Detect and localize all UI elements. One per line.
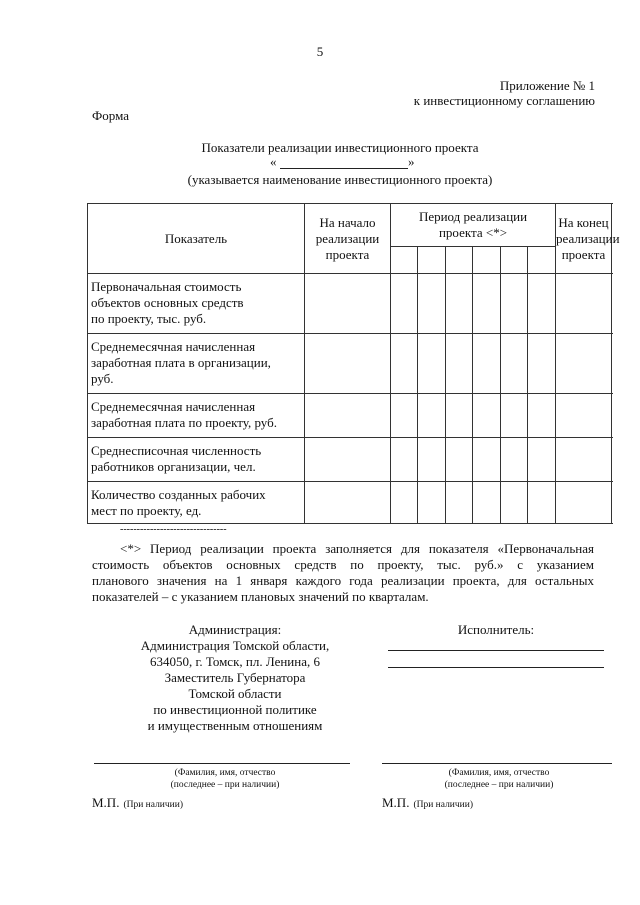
table-cell xyxy=(418,334,446,394)
header-period: Период реализации проекта <*> xyxy=(391,204,556,247)
table-cell xyxy=(418,438,446,482)
period-subcell xyxy=(391,247,418,274)
table-cell xyxy=(418,482,446,524)
header-end: На конец реализации проекта xyxy=(556,204,612,274)
footnote-line-3: планового значения на 1 января каждого года реализации проекта, для остальных xyxy=(92,573,594,588)
table-row xyxy=(88,482,612,524)
quote-open: « xyxy=(270,154,277,169)
table-cell xyxy=(473,438,501,482)
document-subtitle: (указывается наименование инвестиционного проекта) xyxy=(187,172,493,187)
table-cell xyxy=(556,482,612,524)
row-label: Среднесписочная численность работников организации, чел. xyxy=(88,438,305,482)
page-number: 5 xyxy=(316,44,324,59)
table-row xyxy=(88,394,612,438)
table-cell xyxy=(556,274,612,334)
project-name-blank xyxy=(270,154,420,170)
executor-sign-caption-2: (последнее – при наличии) xyxy=(444,780,554,790)
row-label: Количество созданных рабочих мест по проекту, ед. xyxy=(88,482,305,524)
table-cell xyxy=(501,482,528,524)
project-name-underline xyxy=(280,168,408,169)
table-row xyxy=(88,438,612,482)
table-cell xyxy=(528,334,556,394)
header-start: На начало реализации проекта xyxy=(305,204,391,274)
table-cell xyxy=(305,482,391,524)
table-cell xyxy=(528,482,556,524)
table-cell xyxy=(391,438,418,482)
footnote-separator: -------------------------------- xyxy=(120,524,227,535)
row-label: Среднемесячная начисленная заработная плата по проекту, руб. xyxy=(88,394,305,438)
row-label: Первоначальная стоимость объектов основных средств по проекту, тыс. руб. xyxy=(88,274,305,334)
executor-title: Исполнитель: xyxy=(457,622,535,637)
administration-sign-caption-1: (Фамилия, имя, отчество xyxy=(174,768,276,778)
table-cell xyxy=(501,394,528,438)
table-cell xyxy=(305,438,391,482)
administration-block xyxy=(110,622,360,734)
appendix-line-2: к инвестиционному соглашению xyxy=(413,93,595,108)
administration-line: Администрация Томской области, xyxy=(140,638,330,653)
seal-label: М.П. xyxy=(382,795,410,810)
executor-seal xyxy=(382,794,473,812)
administration-sign-caption-2: (последнее – при наличии) xyxy=(170,780,280,790)
seal-label: М.П. xyxy=(92,795,120,810)
table-cell xyxy=(473,274,501,334)
executor-line-2 xyxy=(388,667,604,668)
form-label: Форма xyxy=(92,108,129,123)
table-cell xyxy=(501,438,528,482)
administration-seal xyxy=(92,794,183,812)
period-subcell xyxy=(528,247,556,274)
administration-line: по инвестиционной политике xyxy=(153,702,317,717)
seal-note: (При наличии) xyxy=(413,800,474,810)
table-cell xyxy=(446,334,473,394)
administration-line: и имущественным отношениям xyxy=(147,718,323,733)
table-cell xyxy=(391,274,418,334)
seal-note: (При наличии) xyxy=(123,800,184,810)
table-cell xyxy=(501,334,528,394)
table-cell xyxy=(446,438,473,482)
table-cell xyxy=(473,482,501,524)
table-cell xyxy=(305,334,391,394)
row-label: Среднемесячная начисленная заработная плата в организации, руб. xyxy=(88,334,305,394)
table-cell xyxy=(418,394,446,438)
administration-signature-line xyxy=(94,763,350,764)
administration-line: Заместитель Губернатора xyxy=(164,670,306,685)
executor-signature-line xyxy=(382,763,612,764)
table-cell xyxy=(528,438,556,482)
administration-line: Томской области xyxy=(188,686,282,701)
appendix-line-1: Приложение № 1 xyxy=(499,78,595,93)
footnote-line-1: <*> Период реализации проекта заполняется для показателя «Первоначальная xyxy=(120,541,594,556)
table-cell xyxy=(446,274,473,334)
table-cell xyxy=(391,334,418,394)
executor-line-1 xyxy=(388,650,604,651)
table-cell xyxy=(501,274,528,334)
period-subcell xyxy=(446,247,473,274)
table-cell xyxy=(528,274,556,334)
table-cell xyxy=(446,394,473,438)
document-title: Показатели реализации инвестиционного проекта xyxy=(201,140,479,155)
indicators-table xyxy=(87,203,620,524)
period-subcell xyxy=(501,247,528,274)
table-cell xyxy=(556,394,612,438)
period-subcell xyxy=(473,247,501,274)
table-cell xyxy=(556,438,612,482)
table-cell xyxy=(391,394,418,438)
table-row xyxy=(88,274,612,334)
table-cell xyxy=(446,482,473,524)
table-cell xyxy=(473,334,501,394)
executor-sign-caption-1: (Фамилия, имя, отчество xyxy=(448,768,550,778)
quote-close: » xyxy=(408,154,415,169)
administration-line: 634050, г. Томск, пл. Ленина, 6 xyxy=(150,654,320,669)
table-cell xyxy=(528,394,556,438)
table-cell xyxy=(391,482,418,524)
table-row xyxy=(88,334,612,394)
table-cell xyxy=(556,334,612,394)
table-cell xyxy=(473,394,501,438)
administration-title: Администрация: xyxy=(188,622,282,637)
table-cell xyxy=(418,274,446,334)
footnote-line-4: показателей – с указанием плановых значений по кварталам. xyxy=(92,589,429,604)
table-cell xyxy=(305,274,391,334)
footnote-line-2: стоимость объектов основных средств по проекту, тыс. руб.» с указанием xyxy=(92,557,594,572)
table-cell xyxy=(305,394,391,438)
period-subcell xyxy=(418,247,446,274)
header-indicator: Показатель xyxy=(88,204,305,274)
